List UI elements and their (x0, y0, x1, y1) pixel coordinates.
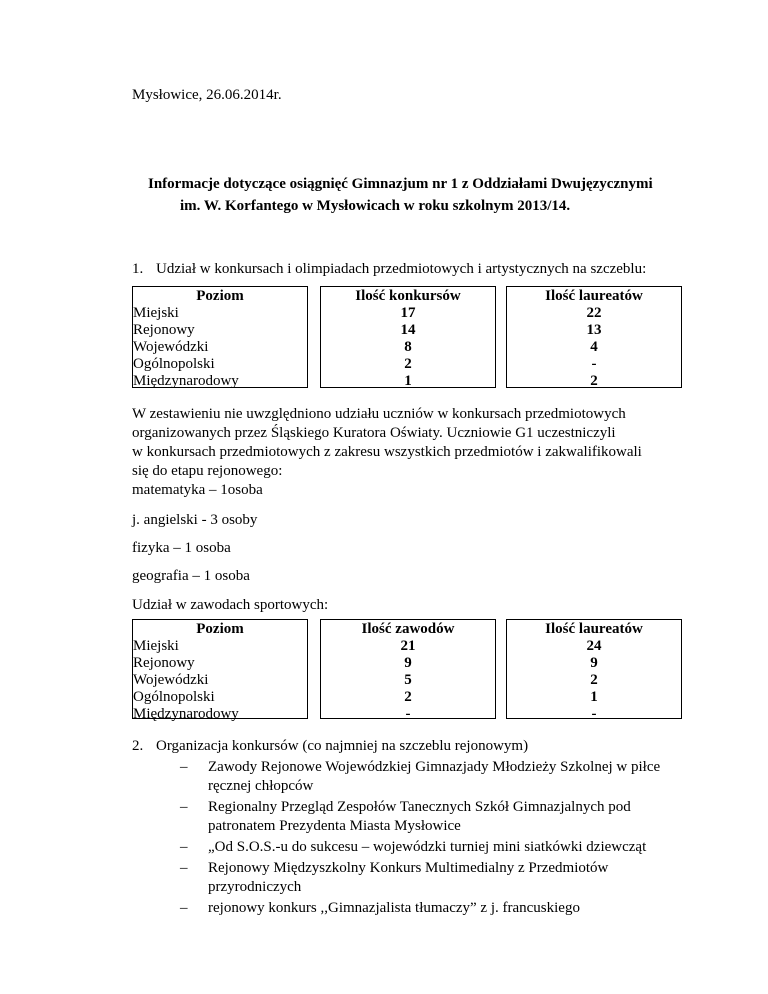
subject-geography: geografia – 1 osoba (132, 568, 250, 584)
section-2-number: 2. (132, 738, 144, 754)
place-date: Mysłowice, 26.06.2014r. (132, 87, 282, 103)
list-item (180, 838, 700, 857)
section-2-heading: Organizacja konkursów (co najmniej na szczeblu rejonowym) (156, 738, 529, 754)
note-line: organizowanych przez Śląskiego Kuratora Oświaty. Uczniowie G1 uczestniczyli (132, 425, 616, 441)
list-item-text: Regionalny Przegląd Zespołów Tanecznych Szkół Gimnazjalnych pod patronatem Prezydenta Miasta Mysłowice (208, 799, 631, 834)
table2-col-level (132, 619, 308, 722)
table1-cell: Wojewódzki (133, 339, 209, 355)
table1-cell: 14 (400, 322, 416, 338)
dash-bullet: – (180, 799, 188, 815)
list-item (180, 859, 700, 897)
table2-cell: Miejski (133, 638, 179, 654)
table1-cell: Ogólnopolski (133, 356, 215, 372)
table2-cell: 2 (590, 672, 598, 688)
table2-cell: Międzynarodowy (133, 706, 239, 722)
table1-cell: 2 (404, 356, 412, 372)
table1-cell: Międzynarodowy (133, 373, 239, 389)
table1-cell: 8 (404, 339, 412, 355)
list-item (180, 758, 700, 796)
table1-col-laureates (506, 286, 682, 388)
subject-english: j. angielski - 3 osoby (132, 512, 258, 528)
table1-cell: Rejonowy (133, 322, 195, 338)
organized-competitions-list (180, 758, 700, 920)
list-item (180, 798, 700, 836)
note-line: matematyka – 1osoba (132, 482, 263, 498)
table2-cell: Wojewódzki (133, 672, 209, 688)
section-1-number: 1. (132, 261, 144, 277)
list-item-text: „Od S.O.S.-u do sukcesu – wojewódzki turniej mini siatkówki dziewcząt (208, 839, 647, 855)
note-line: się do etapu rejonowego: (132, 463, 283, 479)
dash-bullet: – (180, 900, 188, 916)
list-item-text: rejonowy konkurs ,,Gimnazjalista tłumaczy” z j. francuskiego (208, 900, 580, 916)
table1-cell: 4 (590, 339, 598, 355)
sports-heading: Udział w zawodach sportowych: (132, 597, 329, 613)
document-title-line-2: im. W. Korfantego w Mysłowicach w roku szkolnym 2013/14. (180, 198, 571, 214)
table1-col-level (132, 286, 308, 388)
table1-cell: 1 (404, 373, 412, 389)
table1-cell: 2 (590, 373, 598, 389)
table2-cell: 24 (586, 638, 602, 654)
list-item-text: Rejonowy Międzyszkolny Konkurs Multimedialny z Przedmiotów przyrodniczych (208, 860, 609, 895)
table2-cell: - (591, 706, 597, 722)
table2-cell: Ogólnopolski (133, 689, 215, 705)
table1-cell: 22 (586, 305, 602, 321)
table2-cell: 2 (404, 689, 412, 705)
table1-col-competitions (320, 286, 496, 388)
table2-cell: 9 (590, 655, 598, 671)
list-item-text: Zawody Rejonowe Wojewódzkiej Gimnazjady Młodzieży Szkolnej w piłce ręcznej chłopców (208, 759, 661, 794)
table2-header-events: Ilość zawodów (361, 621, 455, 637)
section-1-heading: Udział w konkursach i olimpiadach przedmiotowych i artystycznych na szczeblu: (156, 261, 647, 277)
note-line: w konkursach przedmiotowych z zakresu wszystkich przedmiotów i zakwalifikowali (132, 444, 642, 460)
table2-cell: 5 (404, 672, 412, 688)
table2-col-laureates (506, 619, 682, 722)
subject-physics: fizyka – 1 osoba (132, 540, 231, 556)
table1-header-competitions: Ilość konkursów (355, 288, 461, 304)
dash-bullet: – (180, 860, 188, 876)
dash-bullet: – (180, 839, 188, 855)
note-line: W zestawieniu nie uwzględniono udziału uczniów w konkursach przedmiotowych (132, 406, 626, 422)
table2-cell: 9 (404, 655, 412, 671)
table2-header-level: Poziom (196, 621, 244, 637)
table2-cell: 1 (590, 689, 598, 705)
table1-cell: - (591, 356, 597, 372)
table1-header-level: Poziom (196, 288, 244, 304)
table2-header-laureates: Ilość laureatów (545, 621, 643, 637)
list-item (180, 899, 700, 918)
dash-bullet: – (180, 759, 188, 775)
table2-cell: - (405, 706, 411, 722)
table2-cell: 21 (400, 638, 416, 654)
document-title-line-1: Informacje dotyczące osiągnięć Gimnazjum nr 1 z Oddziałami Dwujęzycznymi (148, 176, 653, 192)
note-paragraph (132, 405, 642, 500)
table2-cell: Rejonowy (133, 655, 195, 671)
table1-header-laureates: Ilość laureatów (545, 288, 643, 304)
table2-col-events (320, 619, 496, 722)
table1-cell: Miejski (133, 305, 179, 321)
table1-cell: 13 (586, 322, 602, 338)
table1-cell: 17 (400, 305, 416, 321)
